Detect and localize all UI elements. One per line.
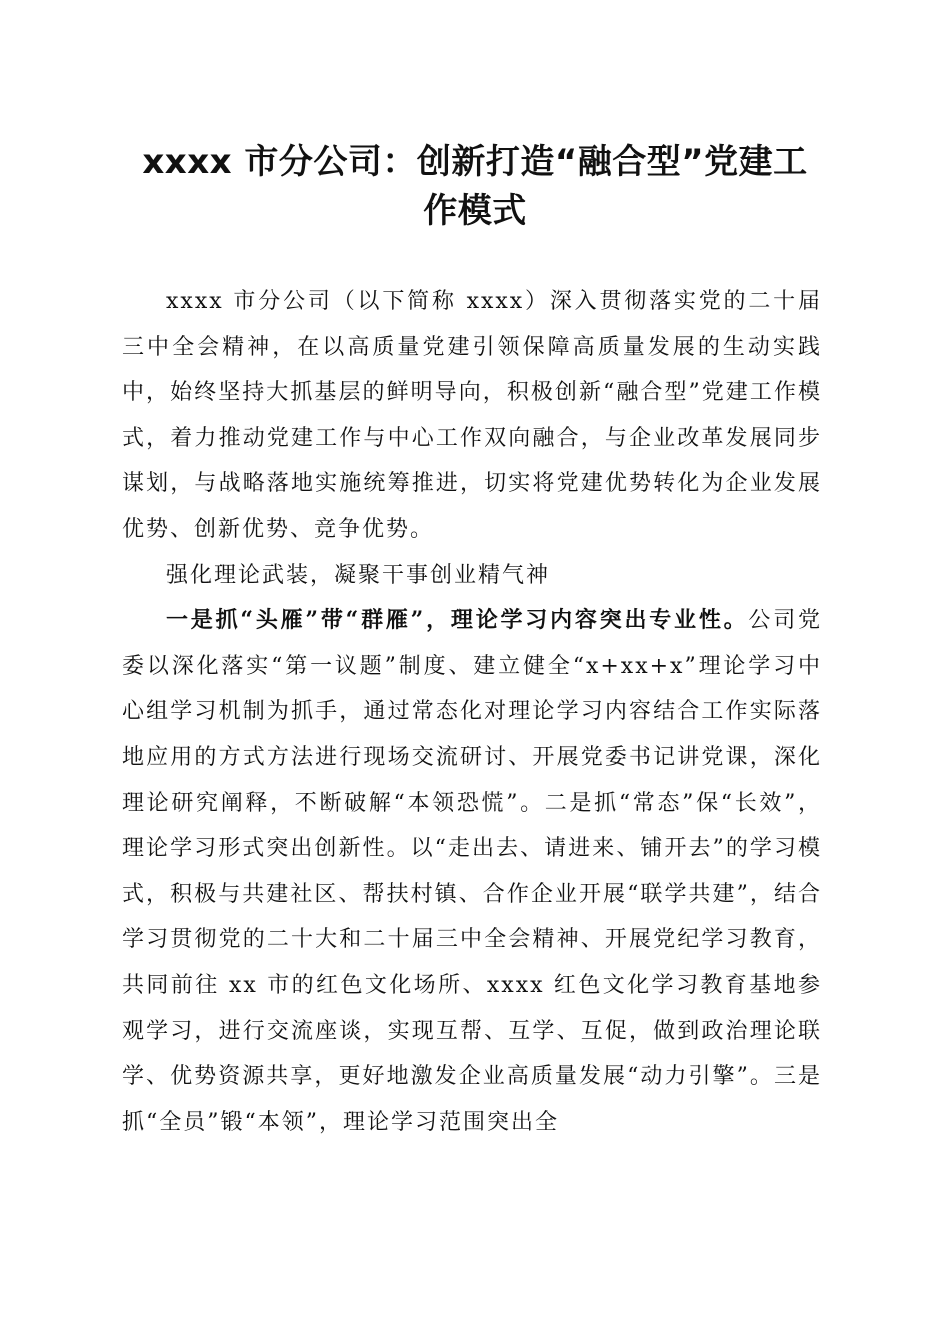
title-line-2: 作模式 [423,191,527,231]
section-paragraph [122,598,822,1145]
intro-paragraph: xxxx 市分公司（以下简称 xxxx）深入贯彻落实党的二十届三中全会精神，在以高质量党建引领保障高质量发展的生动实践中，始终坚持大抓基层的鲜明导向，积极创新“融合型”党建工作模式，着力推动党建工作与中心工作双向融合，与企业改革发展同步谋划，与战略落地实施统筹推进，切实将党建优势转化为企业发展优势、创新优势、竞争优势。 [122,289,822,542]
section-lead-sentence: 一是抓“头雁”带“群雁”，理论学习内容突出专业性。 [166,607,749,634]
document-body [122,279,822,1145]
section-body-text: 公司党委以深化落实“第一议题”制度、建立健全“x+xx+x”理论学习中心组学习机制为抓手，通过常态化对理论学习内容结合工作实际落地应用的方式方法进行现场交流研讨、开展党委书记讲党课，深化理论研究阐释，不断破解“本领恐慌”。二是抓“常态”保“长效”，理论学习形式突出创新性。以“走出去、请进来、铺开去”的学习模式，积极与共建社区、帮扶村镇、合作企业开展“联学共建”，结合学习贯彻党的二十大和二十届三中全会精神、开展党纪学习教育，共同前往 xx 市的红色文化场所、xxxx 红色文化学习教育基地参观学习，进行交流座谈，实现互帮、互学、互促，做到政治理论联学、优势资源共享，更好地激发企业高质量发展“动力引擎”。三是抓“全员”锻“本领”，理论学习范围突出全 [122,608,822,1135]
document-title [118,138,832,236]
title-line-1: xxxx 市分公司：创新打造“融合型”党建工 [142,142,808,182]
section-heading: 强化理论武装，凝聚干事创业精气神 [166,562,551,588]
